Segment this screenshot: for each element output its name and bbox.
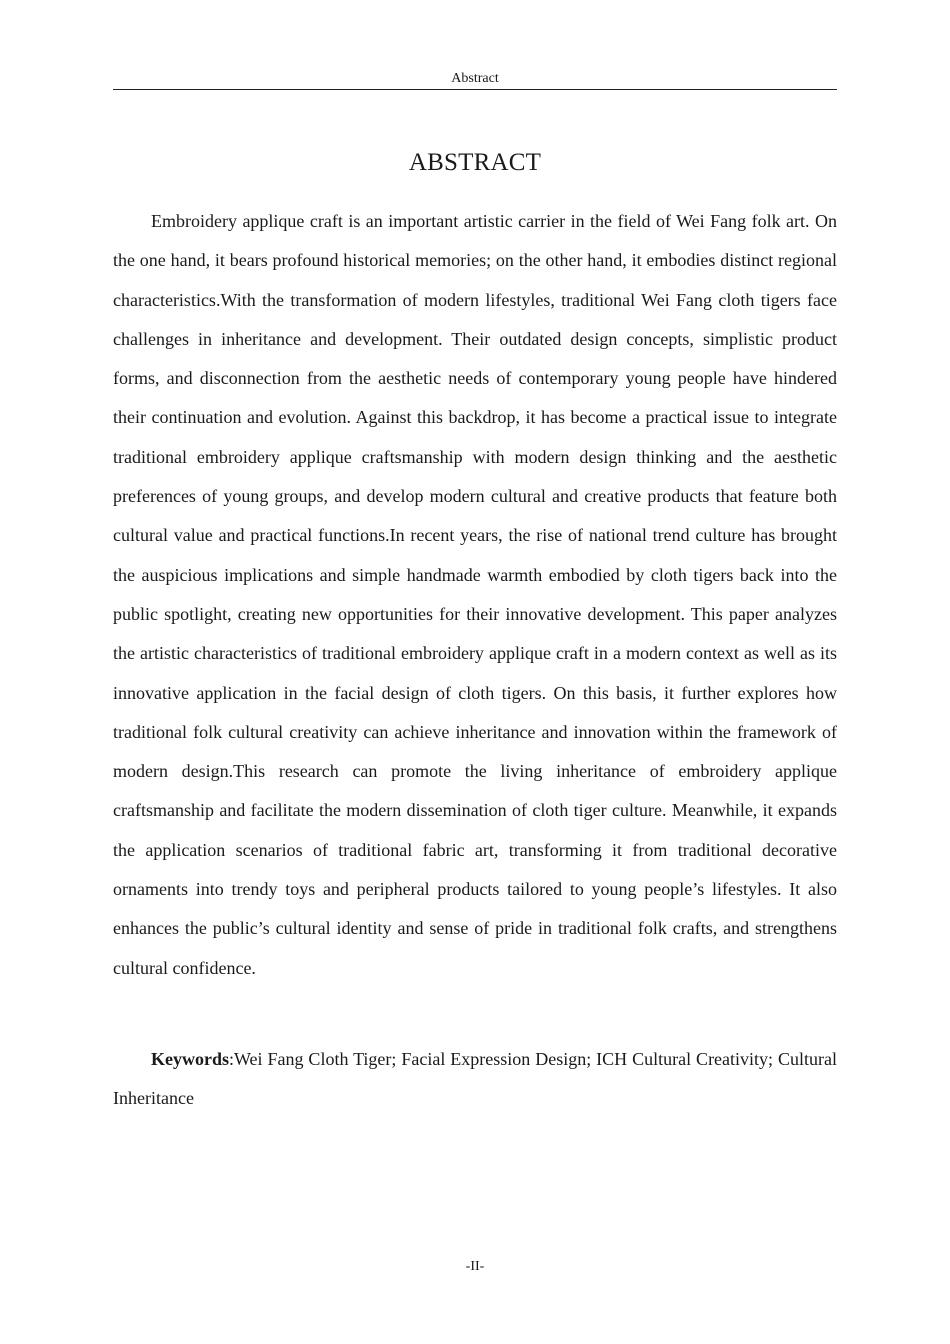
- keywords-text: :Wei Fang Cloth Tiger; Facial Expression Design; ICH Cultural Creativity; Cultural Inheritance: [113, 1049, 837, 1109]
- keywords-paragraph: [113, 1040, 837, 1119]
- page-number: -II-: [465, 1259, 485, 1274]
- keywords-label: Keywords: [151, 1049, 229, 1069]
- header-rule: [113, 89, 837, 90]
- abstract-title: ABSTRACT: [408, 149, 542, 176]
- abstract-body: Embroidery applique craft is an important artistic carrier in the field of Wei Fang folk art. On the one hand, it bears profound historical memories; on the other hand, it embodies distinct regional characteristics.With the transformation of modern lifestyles, traditional Wei Fang cloth tigers face challenges in inheritance and development. Their outdated design concepts, simplistic product forms, and disconnection from the aesthetic needs of contemporary young people have hindered their continuation and evolution. Against this backdrop, it has become a practical issue to integrate traditional embroidery applique craftsmanship with modern design thinking and the aesthetic preferences of young groups, and develop modern cultural and creative products that feature both cultural value and practical functions.In recent years, the rise of national trend culture has brought the auspicious implications and simple handmade warmth embodied by cloth tigers back into the public spotlight, creating new opportunities for their innovative development. This paper analyzes the artistic characteristics of traditional embroidery applique craft in a modern context as well as its innovative application in the facial design of cloth tigers. On this basis, it further explores how traditional folk cultural creativity can achieve inheritance and innovation within the framework of modern design.This research can promote the living inheritance of embroidery applique craftsmanship and facilitate the modern dissemination of cloth tiger culture. Meanwhile, it expands the application scenarios of traditional fabric art, transforming it from traditional decorative ornaments into trendy toys and peripheral products tailored to young people’s lifestyles. It also enhances the public’s cultural identity and sense of pride in traditional folk crafts, and strengthens cultural confidence.: [113, 211, 837, 978]
- running-header: Abstract: [451, 71, 499, 86]
